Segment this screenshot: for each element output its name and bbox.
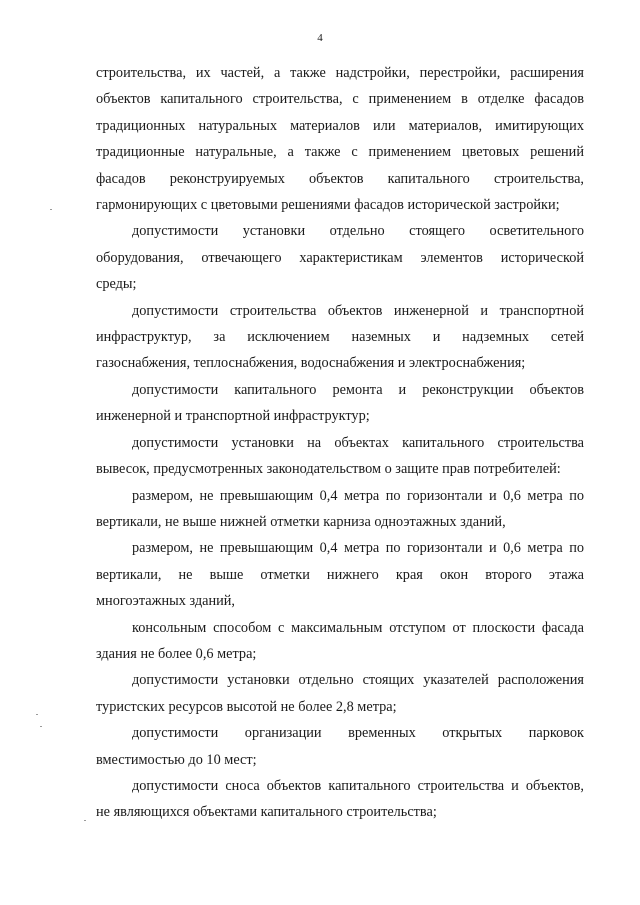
text-line: многоэтажных зданий, [96,593,235,610]
text-line: оборудования, отвечающего характеристикам элементов исторической [96,249,584,266]
scan-speck [84,820,86,821]
text-line: фасадов реконструируемых объектов капитального строительства, [96,170,584,187]
text-line: размером, не превышающим 0,4 метра по горизонтали и 0,6 метра по [132,540,584,557]
paragraph [96,773,584,826]
text-line: размером, не превышающим 0,4 метра по горизонтали и 0,6 метра по [132,487,584,504]
text-line: гармонирующих с цветовыми решениями фасадов исторической застройки; [96,197,560,214]
text-line: допустимости установки на объектах капитального строительства [132,434,584,451]
text-line: среды; [96,276,137,293]
text-line: объектов капитального строительства, с применением в отделке фасадов [96,91,584,108]
text-line: не являющихся объектами капитального строительства; [96,804,437,821]
text-line: традиционные натуральные, а также с применением цветовых решений [96,144,584,161]
paragraph [96,615,584,668]
text-line: инженерной и транспортной инфраструктур; [96,408,370,425]
text-line: традиционных натуральных материалов или материалов, имитирующих [96,117,584,134]
paragraph [96,298,584,377]
paragraph [96,60,584,218]
text-line: допустимости установки отдельно стоящего осветительного [132,223,584,240]
text-line: газоснабжения, теплоснабжения, водоснабжения и электроснабжения; [96,355,526,372]
text-line: строительства, их частей, а также надстройки, перестройки, расширения [96,65,584,81]
text-line: туристских ресурсов высотой не более 2,8 метра; [96,698,397,715]
paragraph [96,377,584,430]
text-line: допустимости капитального ремонта и реконструкции объектов [132,381,584,398]
scan-speck [36,714,38,715]
text-line: вместимостью до 10 мест; [96,751,257,768]
text-line: вертикали, не выше нижней отметки карниза одноэтажных зданий, [96,513,506,530]
paragraph [96,218,584,297]
text-line: допустимости организации временных открытых парковок [132,725,584,742]
scan-speck [40,726,42,727]
text-line: допустимости строительства объектов инженерной и транспортной [132,302,584,319]
paragraph [96,430,584,483]
page-number: 4 [317,32,323,44]
text-line: вертикали, не выше отметки нижнего края окон второго этажа [96,566,584,583]
text-line: здания не более 0,6 метра; [96,645,257,662]
text-line: инфраструктур, за исключением наземных и надземных сетей [96,329,584,346]
document-body [96,60,584,826]
scan-speck [50,209,52,210]
text-line: консольным способом с максимальным отступом от плоскости фасада [132,619,584,636]
paragraph [96,720,584,773]
text-line: допустимости установки отдельно стоящих указателей расположения [132,672,584,689]
paragraph [96,483,584,536]
text-line: вывесок, предусмотренных законодательством о защите прав потребителей: [96,461,561,478]
paragraph [96,667,584,720]
paragraph [96,535,584,614]
text-line: допустимости сноса объектов капитального строительства и объектов, [132,777,584,794]
